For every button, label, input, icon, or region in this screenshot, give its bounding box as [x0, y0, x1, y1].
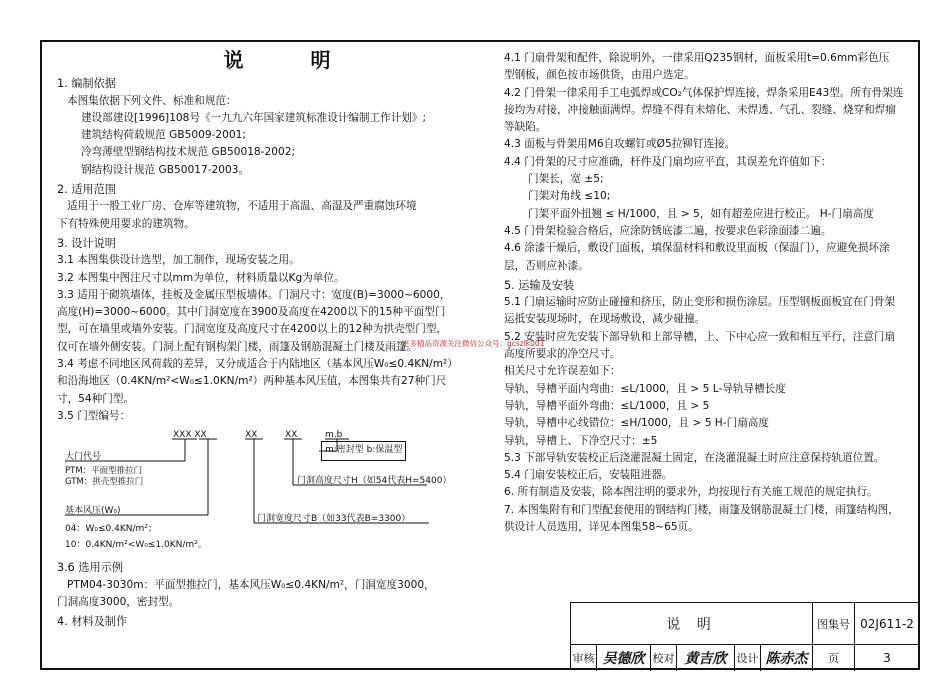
text-line: 建设部建设[1996]108号《一九九六年国家建筑标准设计编制工作计划》;	[81, 111, 427, 124]
text-line: 钢结构设计规范 GB50017-2003。	[81, 163, 250, 176]
text-line: 6. 所有制造及安装，除本图注明的要求外，均按现行有关施工规范的规定执行。	[504, 486, 878, 499]
gtm-label: GTM：拱壳型推拉门	[65, 477, 144, 488]
text-line: 导轨，导槽上、下净空尺寸：±5	[504, 434, 658, 447]
text-line: 4.6 涂漆干燥后，敷设门面板，填保温材料和敷设里面板（保温门），应避免损坏涂	[504, 242, 890, 255]
text-line: 5.1 门扇运输时应防止碰撞和挤压，防止变形和损伤涂层。压型钢板面板宜在门骨架	[504, 296, 895, 309]
review-signature: 吴德欣	[597, 645, 651, 671]
code-xxx: XXX XX	[173, 430, 207, 441]
text-line: 高度所要求的净空尺寸。	[504, 348, 621, 361]
text-line: 门架对角线 ≤10;	[528, 190, 611, 203]
text-line: 5.4 门扇安装校正后，安装阻进器。	[504, 469, 673, 482]
check-label: 校对	[651, 645, 677, 671]
text-line: 3.1 本图集供设计选型，加工制作，现场安装之用。	[57, 254, 300, 267]
text-line: 2. 适用范围	[57, 183, 116, 197]
left-text-block	[57, 75, 497, 425]
text-line: 导轨，导槽平面外弯曲：≤L/1000，且 > 5	[504, 399, 710, 412]
text-line: 4.2 门骨架一律采用手工电弧焊或CO₂气体保护焊连接，焊条采用E43型。所有骨架连	[504, 86, 904, 99]
text-line: 3.6 选用示例	[57, 561, 124, 575]
right-column	[504, 50, 914, 536]
text-line: 门架长，宽 ±5;	[528, 173, 604, 186]
watermark-text: 更多精品资源关注微信公众号：gcszlk001	[402, 339, 545, 348]
text-line: 下有特殊使用要求的建筑物。	[57, 217, 195, 230]
text-line: 门架平面外扭翘 ≤ H/1000，且 > 5，如有超差应进行校正。 H-门扇高度	[528, 207, 874, 220]
text-line: 3.4 考虑不同地区风荷载的差异，又分成适合于内陆地区（基本风压W₀≤0.4KN/m²）	[57, 358, 458, 371]
code-width: XX	[245, 430, 258, 441]
text-line: 7. 本图集附有和门型配套使用的钢结构门楼，雨篷及钢筋混凝土门楼，雨篷结构图，	[504, 503, 899, 516]
door-code-label: 大门代号	[65, 452, 102, 463]
text-line: 适用于一般工业厂房、仓库等建筑物，不适用于高温、高湿及严重腐蚀环境	[67, 200, 417, 213]
text-line: 冷弯薄壁型钢结构技术规范 GB50018-2002;	[81, 146, 296, 159]
text-line: 型钢板，颜色按市场供货，由用户选定。	[504, 69, 695, 82]
text-line: 层，否则应补漆。	[504, 259, 589, 272]
text-line: 4.3 面板与骨架用M6自攻螺钉或Ø5拉铆钉连接。	[504, 138, 736, 151]
text-line: 4.1 门扇骨架和配件，除说明外，一律采用Q235钢材，面板采用t=0.6mm彩色压	[504, 52, 890, 64]
text-line: 型，可在墙里或墙外安装。门洞宽度及高度尺寸在4200以上的12种为拱壳型门型，	[57, 323, 448, 336]
text-line: 1. 编制依据	[57, 77, 116, 91]
design-label: 设计	[735, 645, 761, 671]
title-block-name: 说 明	[571, 603, 813, 644]
text-line: 导轨，导槽中心线错位：≤H/1000，且 > 5 H-门扇高度	[504, 417, 769, 430]
title-block	[570, 602, 920, 670]
w04-label: 04：W₀≤0.4KN/m²；	[65, 524, 157, 535]
title-block-top-row	[571, 603, 920, 645]
left-column	[57, 42, 497, 630]
height-label: 门洞高度尺寸H（如54代表H=5400）	[297, 476, 452, 487]
text-line: 3.2 本图集中图注尺寸以mm为单位，材料质量以Kg为单位。	[57, 271, 345, 284]
title-block-bottom-row	[571, 645, 920, 671]
code-height: XX	[285, 430, 298, 441]
text-line: 运抵安装现场时，在现场敷设，减少碰撞。	[504, 313, 706, 326]
right-text-block	[504, 50, 914, 536]
page-label: 页	[813, 645, 855, 671]
text-line: 3.3 适用于砌筑墙体，挂板及金属压型板墙体。门洞尺寸：宽度(B)=3000~6000，	[57, 288, 451, 301]
check-signature: 黄吉欣	[677, 645, 735, 671]
text-line: 4.4 门骨架的尺寸应准确，杆件及门扇均应平直，其误差允许值如下：	[504, 155, 832, 168]
text-line: 供设计人员选用，详见本图集58~65页。	[504, 521, 699, 534]
text-line: 3. 设计说明	[57, 236, 116, 250]
seal-type-label: m:密封型 b:保温型	[321, 441, 406, 460]
text-line: 本图集依据下列文件、标准和规范：	[67, 94, 237, 107]
text-line: 和沿海地区（0.4KN/m²<W₀≤1.0KN/m²）两种基本风压值，本图集共有27种门尺	[57, 375, 447, 388]
code-mb: m.b	[325, 430, 343, 441]
text-line: 4.5 门骨架检验合格后，应涂防锈底漆二遍，按要求色彩涂面漆二遍。	[504, 224, 832, 237]
wind-label: 基本风压(W₀)	[65, 506, 121, 517]
page-number: 3	[883, 651, 891, 665]
left-text-block-2	[57, 559, 497, 630]
text-line: 导轨，导槽平面内弯曲：≤L/1000，且 > 5 L-导轨导槽长度	[504, 382, 786, 395]
w10-label: 10：0.4KN/m²<W₀≤1.0KN/m²。	[65, 540, 207, 551]
text-line: 接均为对接，冲接触面满焊。焊缝不得有未熔化、未焊透、气孔、裂缝、烧穿和焊瘤	[504, 103, 896, 116]
design-signature: 陈赤杰	[761, 645, 813, 671]
text-line: 等缺陷。	[504, 121, 547, 134]
model-code-diagram	[57, 427, 497, 553]
text-line: 3.5 门型编号：	[57, 409, 131, 422]
text-line: 5.2 安装时应先安装下部导轨和上部导槽，上、下中心应一致和相互平行，注意门扇	[504, 330, 895, 343]
review-label: 审核	[571, 645, 597, 671]
drawing-frame	[40, 40, 920, 670]
ptm-label: PTM：平面型推拉门	[65, 466, 143, 477]
text-line: 相关尺寸允许误差如下：	[504, 365, 621, 378]
width-label: 门洞宽度尺寸B（如33代表B=3300）	[257, 514, 411, 525]
text-line: 仅可在墙外侧安装。门洞上配有钢构架门楼，雨篷及钢筋混凝土门楼及雨篷。	[57, 340, 418, 353]
text-line: PTM04-3030m：平面型推拉门，基本风压W₀≤0.4KN/m²，门洞宽度3000，	[67, 578, 435, 591]
text-line: 5. 运输及安装	[504, 278, 575, 292]
text-line: 门洞高度3000，密封型。	[57, 595, 180, 608]
text-line: 5.3 下部导轨安装校正后浇灌混凝土固定，在浇灌混凝土时应注意保持轨道位置。	[504, 451, 885, 464]
atlas-number: 02J611-2	[860, 616, 914, 631]
atlas-label: 图集号	[813, 603, 855, 644]
page-title: 说 明	[223, 48, 361, 72]
text-line: 高度(H)=3000~6000。其中门洞宽度在3900及高度在4200以下的15种平面型门	[57, 306, 446, 319]
text-line: 4. 材料及制作	[57, 615, 128, 629]
text-line: 寸，54种门型。	[57, 392, 135, 405]
text-line: 建筑结构荷载规范 GB5009-2001;	[81, 129, 246, 142]
